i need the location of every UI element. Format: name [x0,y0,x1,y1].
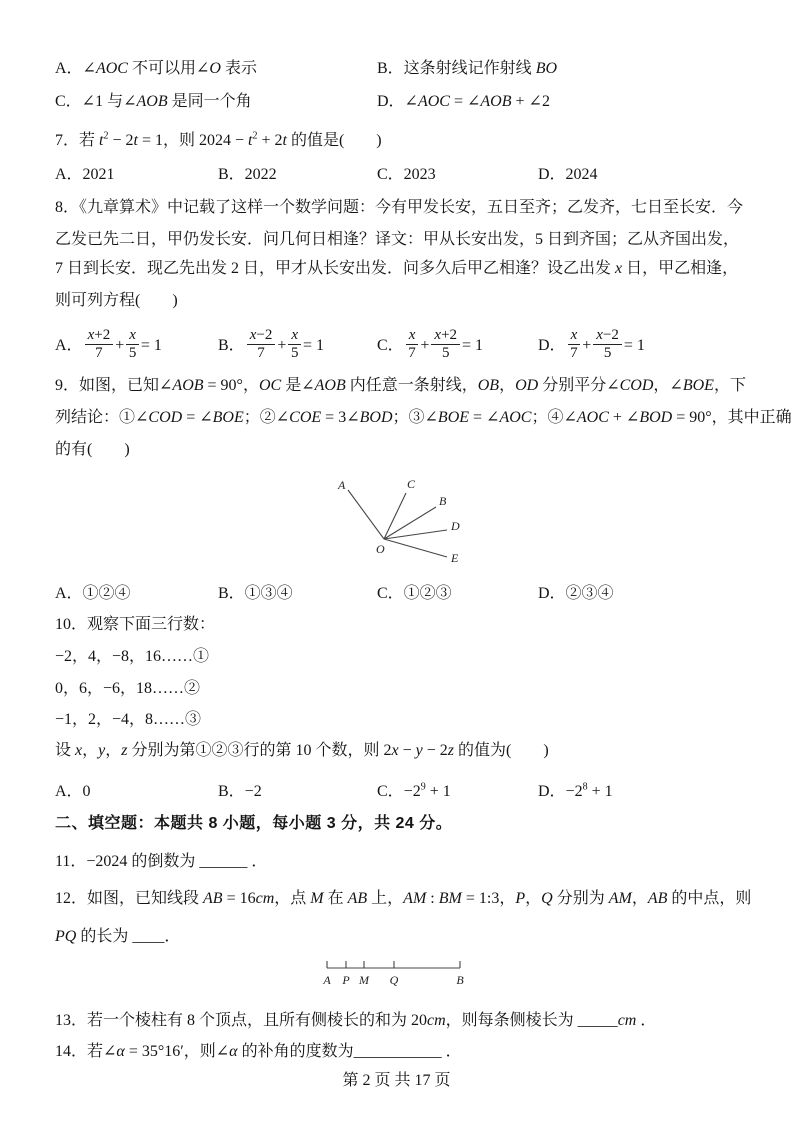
option-9-d: D．②③④ [538,585,614,602]
question-12-line-1: 12．如图，已知线段 AB = 16cm，点 M 在 AB 上，AM : BM = 1:3，P，Q 分别为 AM，AB 的中点，则 [55,890,752,907]
ray-OE [384,539,447,557]
question-9-stem-line-1: 9．如图，已知∠AOB = 90°，OC 是∠AOB 内任意一条射线，OB，OD 分别平分∠COD，∠BOE，下 [55,377,746,394]
segment-label-M: M [359,973,369,987]
option-7-b: B．2022 [218,166,277,183]
option-6-a: A．∠AOC 不可以用∠O 表示 [55,60,257,77]
figure-label-C: C [407,477,416,491]
question-7-options [55,164,763,186]
option-8-d: D． $\frac{x}{7}$ + $\frac{x-2}{5}$ = 1 [538,326,645,361]
option-10-b: B．−2 [218,783,262,800]
question-10-row-3: −1，2，−4，8……③ [55,711,202,728]
question-10-row-1: −2，4，−8，16……① [55,648,210,665]
question-8-stem-line-3: 7 日到长安．现乙先出发 2 日，甲才从长安出发．问多久后甲乙相逢？设乙出发 x 日，甲乙相逢， [55,260,739,277]
option-7-c: C．2023 [377,166,436,183]
option-10-d: D．$-2^8 + 1$ [538,781,613,800]
option-6-c: C．∠1 与∠AOB 是同一个角 [55,93,252,110]
figure-label-D: D [451,519,460,533]
option-9-c: C．①②③ [377,585,452,602]
ray-OA [348,490,384,539]
question-9-stem-line-2: 列结论：①∠COD = ∠BOE；②∠COE = 3∠BOD；③∠BOE = ∠AOC；④∠AOC + ∠BOD = 90°，其中正确 [55,409,792,426]
option-7-d: D．2024 [538,166,598,183]
option-6-b: B．这条射线记作射线 BO [377,60,558,77]
question-9-stem-line-3: 的有( ) [55,441,130,458]
option-8-c: C． $\frac{x}{7}$ + $\frac{x+2}{5}$ = 1 [377,326,484,361]
figure-label-O: O [376,542,385,556]
segment-label-B: B [456,973,464,987]
question-13: 13．若一个棱柱有 8 个顶点，且所有侧棱长的和为 20cm，则每条侧棱长为 _____cm ． [55,1012,657,1029]
question-8-stem-line-1: 8．《九章算术》中记载了这样一个数学问题：今有甲发长安，五日至齐；乙发齐，七日至长安．今 [55,199,744,216]
question-6-options-row-2 [55,91,763,113]
question-9-options [55,583,763,605]
section-2-heading: 二、填空题：本题共 8 小题，每小题 3 分，共 24 分。 [55,815,453,832]
option-9-a: A．①②④ [55,585,131,602]
option-7-a: A．2021 [55,166,115,183]
question-14: 14．若∠α = 35°16′，则∠α 的补角的度数为___________ ． [55,1043,462,1060]
figure-label-A: A [338,478,346,492]
option-8-a: A． $\frac{x+2}{7}$ + $\frac{x}{5}$ = 1 [55,326,162,361]
ray-OD [384,530,447,539]
segment-label-A: A [323,973,331,987]
segment-label-P: P [342,973,350,987]
segment-figure [320,956,472,992]
question-10-line: 设 x，y，z 分别为第①②③行的第 10 个数，则 2x − y − 2z 的值为( ) [55,742,549,759]
question-8-stem-line-2: 乙发已先二日，甲仍发长安．问几何日相逢？译文：甲从长安出发，5 日到齐国；乙从齐国出发， [55,231,740,248]
option-10-c: C．$-2^9 + 1$ [377,781,451,800]
question-10-row-2: 0，6，−6，18……② [55,680,201,697]
segment-label-Q: Q [389,973,399,987]
question-10-options [55,781,763,803]
option-8-b: B． $\frac{x-2}{7}$ + $\frac{x}{5}$ = 1 [218,326,325,361]
question-7-stem: 7．若 $t^2 - 2t = 1$，则 $2024 - t^2 + 2t$ 的值是( ) [55,130,382,149]
question-10-stem: 10．观察下面三行数： [55,616,216,633]
figure-label-B: B [439,494,447,508]
figure-label-E: E [451,551,459,565]
angle-rays-figure [326,477,491,577]
question-6-options-row-1 [55,58,763,80]
page-number-footer: 第 2 页 共 17 页 [342,1072,451,1089]
question-8-options [55,324,763,368]
option-6-d: D．∠AOC = ∠AOB + ∠2 [377,93,550,110]
question-12-line-2: PQ 的长为 ____． [55,928,181,945]
question-11: 11．−2024 的倒数为 ______ ． [55,853,268,870]
option-9-b: B．①③④ [218,585,293,602]
question-8-stem-line-4: 则可列方程( ) [55,292,178,309]
option-10-a: A．0 [55,783,91,800]
